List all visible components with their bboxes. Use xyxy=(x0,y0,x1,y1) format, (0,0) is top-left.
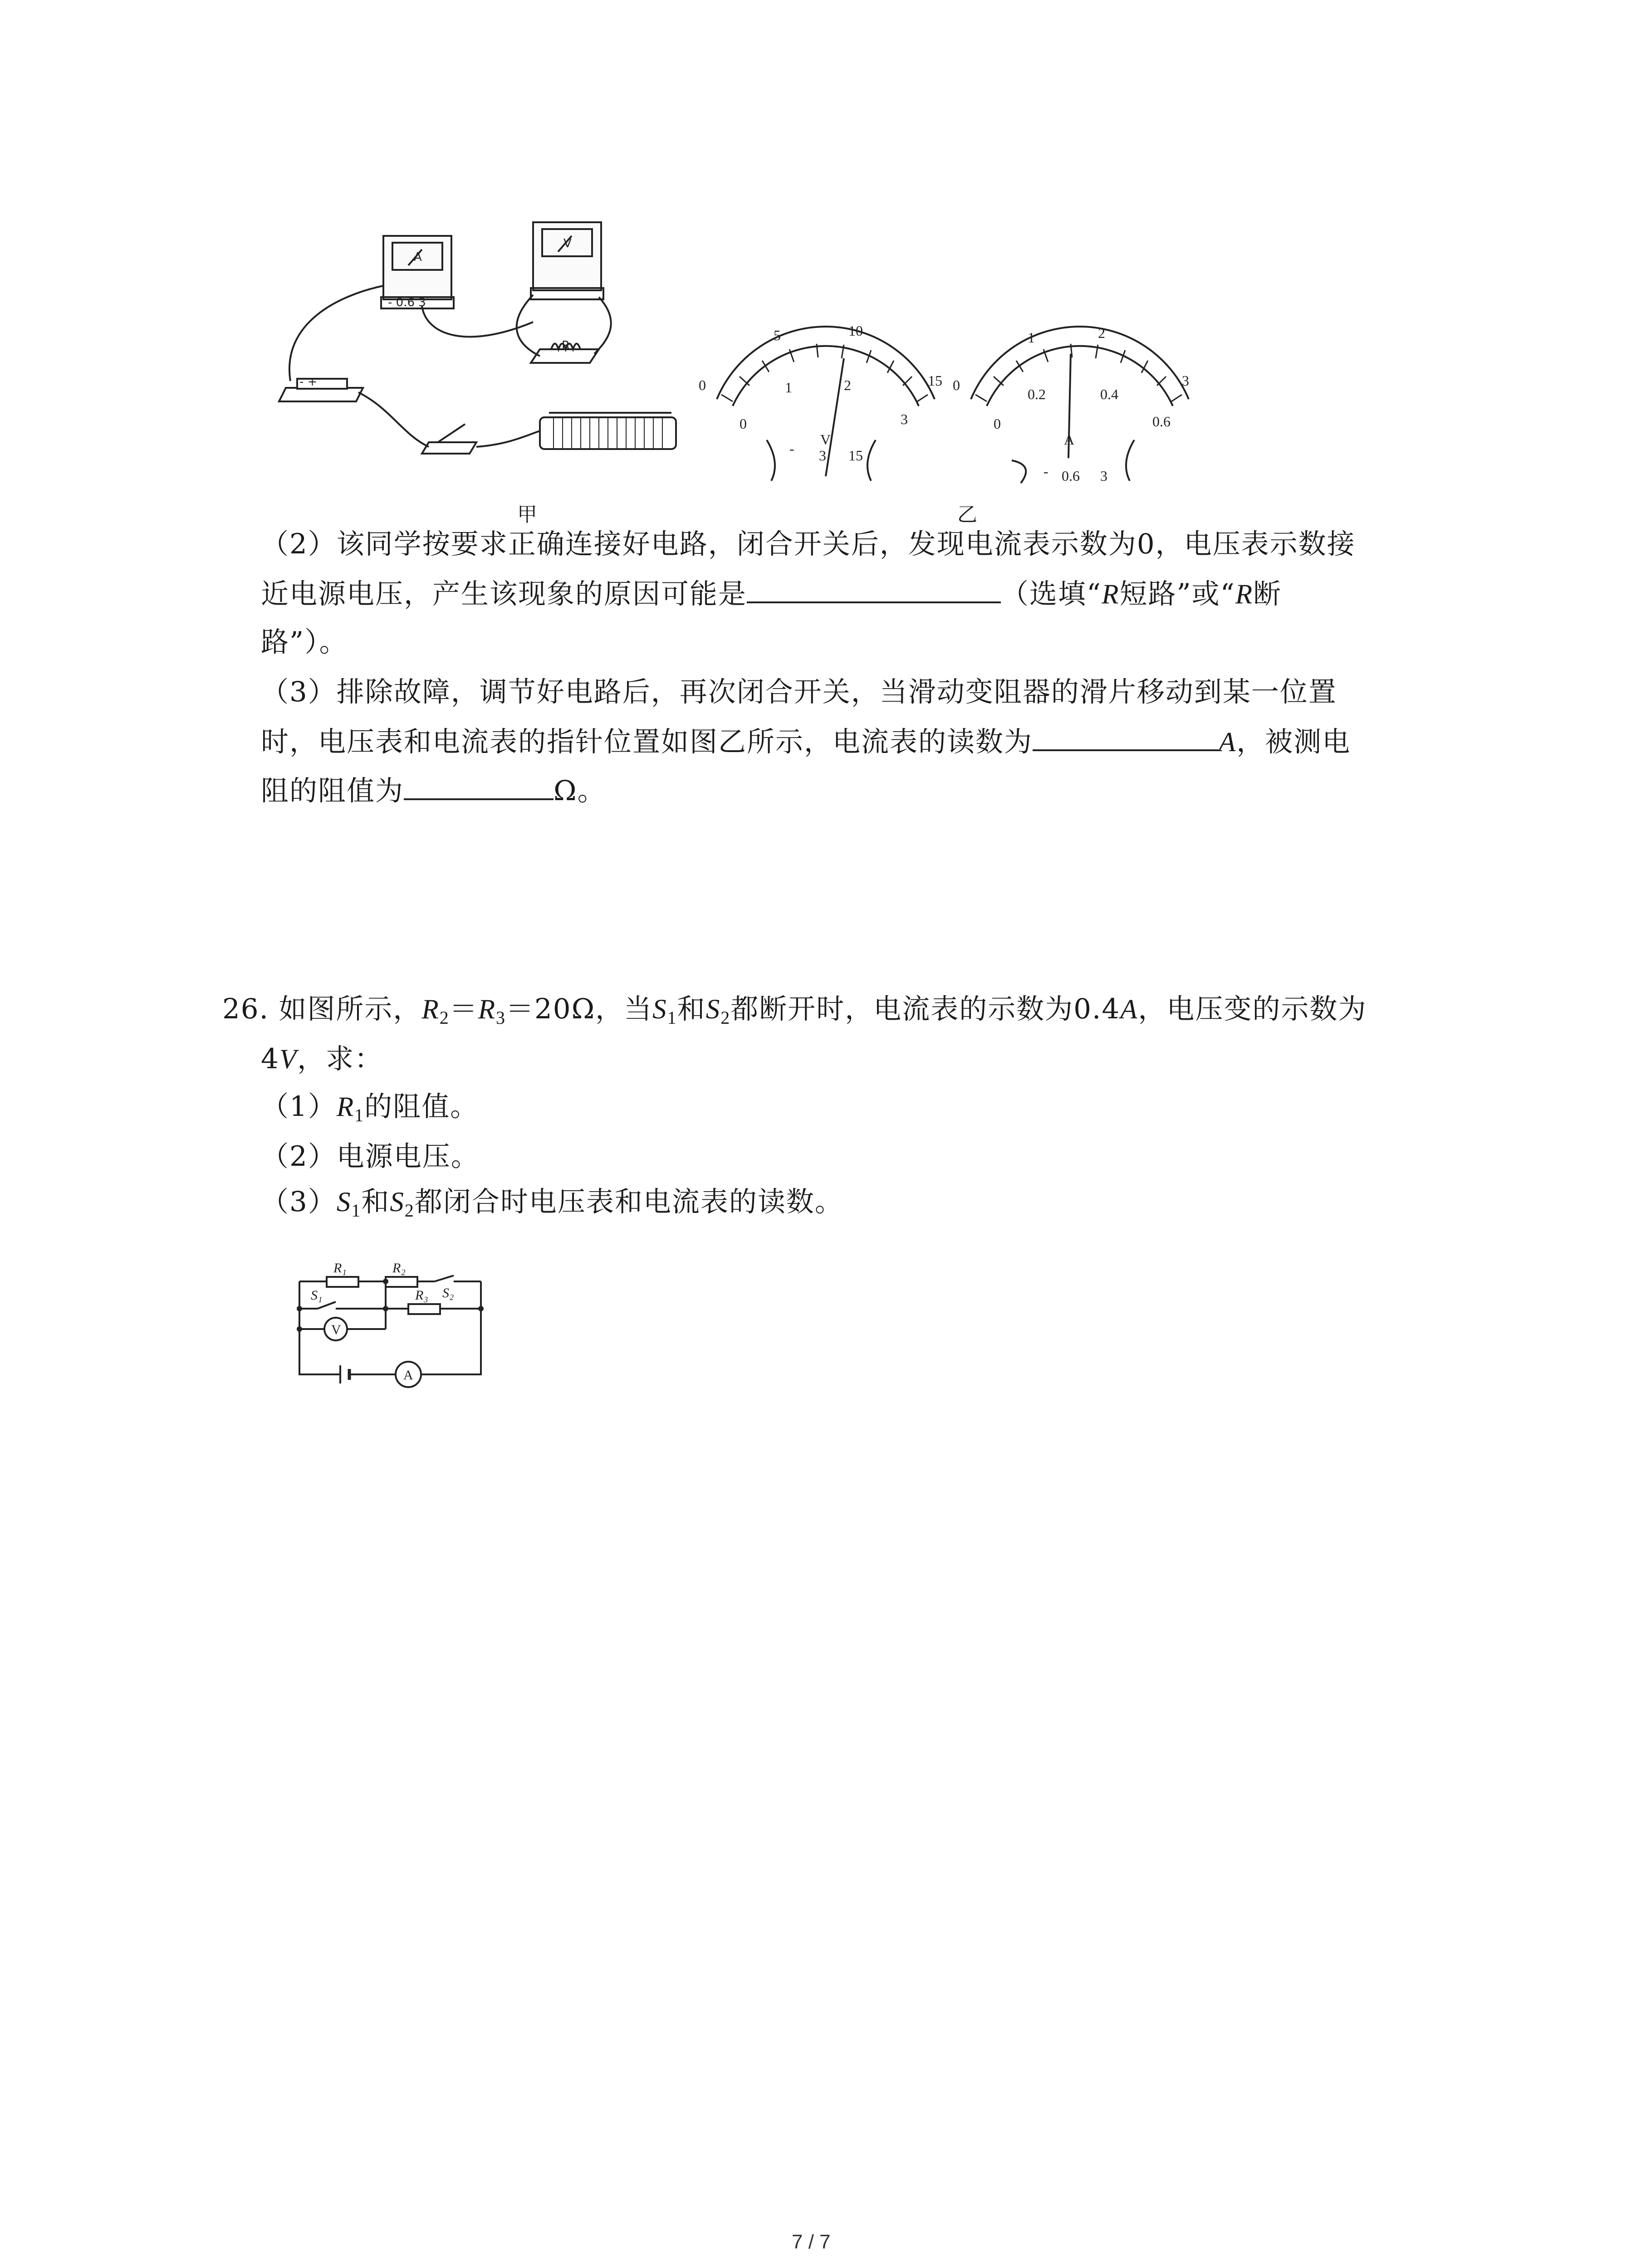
resistor-label: R xyxy=(562,339,570,352)
v-term-15: 15 xyxy=(848,447,863,464)
a-bot-0: 0 xyxy=(994,415,1001,432)
resistor-r1 xyxy=(327,1277,358,1287)
v-top-0: 0 xyxy=(699,377,706,393)
a-bot-04: 0.4 xyxy=(1100,386,1118,402)
resistor-r3 xyxy=(408,1304,440,1314)
q25-part3-line1: （3）排除故障，调节好电路后，再次闭合开关，当滑动变阻器的滑片移动到某一位置 xyxy=(261,676,1337,708)
q25-part2-line1: （2）该同学按要求正确连接好电路，闭合开关后，发现电流表示数为0，电压表示数接 xyxy=(261,528,1356,560)
label-s1: S₁ xyxy=(311,1288,323,1303)
figure-jia-apparatus xyxy=(272,218,690,508)
q26-line1: 26. 如图所示，$R_2=R_3=20\Omega$，当$S_1$和$S_2$都断开时，电流表的示数为0.4A，电压变的示数为 xyxy=(222,993,1367,1028)
v-top-5: 5 xyxy=(774,327,781,343)
a-term-neg: - xyxy=(1043,463,1048,479)
page-number: 7 / 7 xyxy=(792,2231,831,2253)
a-term-06: 0.6 xyxy=(1062,468,1080,484)
a-bot-06: 0.6 xyxy=(1152,413,1171,430)
a-top-3: 3 xyxy=(1182,372,1189,389)
q25-part3-line2: 时，电压表和电流表的指针位置如图乙所示，电流表的读数为 A，被测电 xyxy=(261,723,1351,761)
v-top-10: 10 xyxy=(848,323,863,339)
a-symbol: A xyxy=(1064,431,1075,448)
a-bot-02: 0.2 xyxy=(1028,386,1046,402)
answer-blank-fault[interactable] xyxy=(747,575,1001,603)
a-term-3: 3 xyxy=(1100,468,1107,484)
q26-sub1: $(1)R_1$的阻值。 xyxy=(261,1090,479,1125)
label-r2: R₂ xyxy=(392,1261,406,1276)
ammeter-symbol: A xyxy=(414,250,422,264)
v-bot-3: 3 xyxy=(901,411,908,427)
label-a: A xyxy=(403,1368,413,1383)
question-number: 26. xyxy=(222,993,269,1025)
label-v: V xyxy=(331,1322,341,1337)
v-bot-1: 1 xyxy=(785,379,792,396)
q25-part2-line2: 近电源电压，产生该现象的原因可能是 （选填“R短路”或“R断 xyxy=(261,575,1282,613)
caption-jia: 甲 xyxy=(517,503,537,526)
ammeter-box xyxy=(383,236,451,299)
v-bot-2: 2 xyxy=(844,377,851,393)
figure-yi-ammeter-face xyxy=(953,308,1207,499)
caption-yi: 乙 xyxy=(957,503,977,526)
label-r1: R₁ xyxy=(333,1261,347,1276)
circuit-diagram xyxy=(290,1252,490,1388)
v-symbol: V xyxy=(820,431,831,448)
q26-sub2: （2）电源电压。 xyxy=(261,1140,480,1173)
q25-part3-line3: 阻的阻值为 Ω。 xyxy=(261,772,606,809)
voltmeter-symbol: V xyxy=(563,237,572,250)
q26-line2: 4V，求： xyxy=(261,1043,383,1075)
ammeter-terminals: - 0.6 3 xyxy=(388,296,426,309)
figure-yi-voltmeter-face xyxy=(699,308,953,499)
battery-signs: - + xyxy=(299,375,318,389)
v-term-neg: - xyxy=(789,440,794,457)
switch-s2 xyxy=(435,1276,454,1281)
a-top-2: 2 xyxy=(1098,325,1105,341)
answer-blank-resistance[interactable] xyxy=(404,772,554,800)
v-bot-0: 0 xyxy=(740,415,747,432)
label-r3: R₃ xyxy=(415,1288,428,1303)
a-top-1: 1 xyxy=(1028,329,1035,346)
label-s2: S₂ xyxy=(442,1286,454,1300)
v-term-3: 3 xyxy=(819,447,826,464)
a-top-0: 0 xyxy=(953,377,960,393)
q26-sub3: $(3)S_1$和$S_2$都闭合时电压表和电流表的读数。 xyxy=(261,1186,843,1221)
resistor-r2 xyxy=(386,1277,417,1287)
v-top-15: 15 xyxy=(928,372,942,389)
q25-part2-line3: 路”）。 xyxy=(261,626,348,658)
answer-blank-current[interactable] xyxy=(1033,723,1219,751)
switch-s1 xyxy=(318,1302,336,1309)
